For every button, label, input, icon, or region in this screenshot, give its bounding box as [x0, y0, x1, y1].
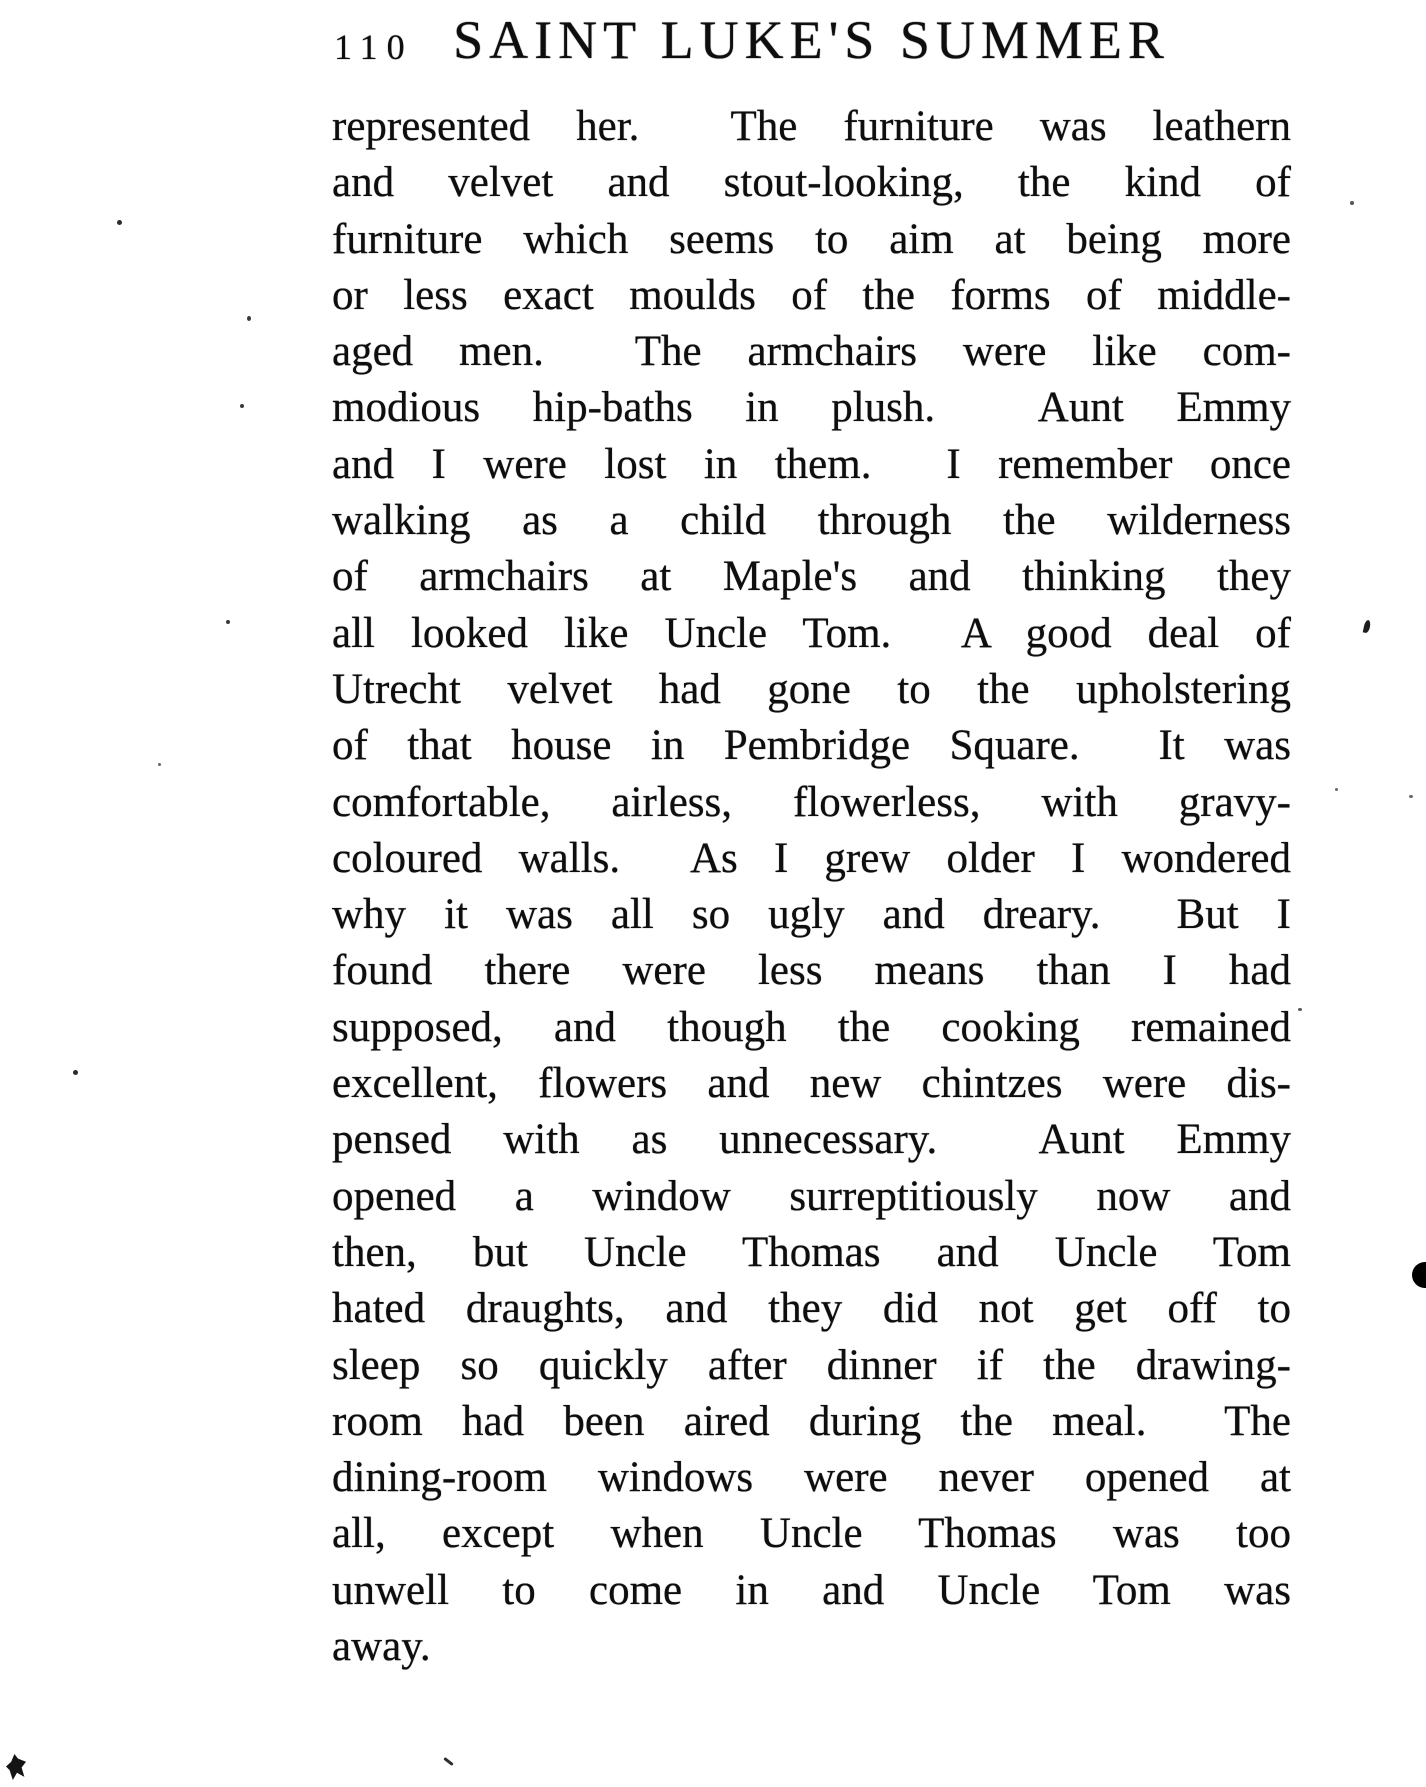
- text-line: and velvet and stout-looking, the kind of: [332, 159, 1291, 207]
- corner-ink-blot: [6, 1754, 26, 1780]
- running-title: SAINT LUKE'S SUMMER: [453, 10, 1170, 70]
- scan-speck: [158, 763, 161, 766]
- scan-speck: [240, 404, 244, 408]
- text-line: why it was all so ugly and dreary. But I: [332, 891, 1291, 939]
- text-line: modious hip-baths in plush. Aunt Emmy: [332, 384, 1291, 432]
- text-line: supposed, and though the cooking remained: [332, 1003, 1291, 1051]
- text-line: all, except when Uncle Thomas was too: [332, 1510, 1291, 1558]
- stray-tick-mark: [443, 1757, 454, 1766]
- text-line: walking as a child through the wilderness: [332, 497, 1291, 545]
- text-line: all looked like Uncle Tom. A good deal of: [332, 609, 1291, 657]
- text-line: found there were less means than I had: [332, 947, 1291, 995]
- text-line: pensed with as unnecessary. Aunt Emmy: [332, 1116, 1291, 1164]
- stray-ink-mark: [1363, 620, 1372, 634]
- edge-ink-mark: [1412, 1262, 1426, 1288]
- scan-speck: [73, 1070, 78, 1075]
- scan-speck: [226, 620, 230, 624]
- scan-speck: [1298, 1008, 1302, 1011]
- scan-speck: [1350, 201, 1354, 205]
- text-line: away.: [332, 1623, 431, 1671]
- text-line: of that house in Pembridge Square. It was: [332, 722, 1291, 770]
- text-line: sleep so quickly after dinner if the drawing-: [332, 1341, 1291, 1389]
- text-line: excellent, flowers and new chintzes were dis-: [332, 1060, 1291, 1108]
- page-header: [332, 12, 1291, 68]
- text-line: furniture which seems to aim at being more: [332, 215, 1291, 263]
- text-line: coloured walls. As I grew older I wondered: [332, 834, 1291, 882]
- text-line: Utrecht velvet had gone to the upholstering: [332, 665, 1291, 713]
- text-line: and I were lost in them. I remember once: [332, 440, 1291, 488]
- text-line: room had been aired during the meal. The: [332, 1397, 1291, 1445]
- text-line: then, but Uncle Thomas and Uncle Tom: [332, 1228, 1291, 1276]
- text-line: of armchairs at Maple's and thinking they: [332, 553, 1291, 601]
- page-number: 110: [334, 27, 414, 67]
- text-line: aged men. The armchairs were like com-: [332, 328, 1291, 376]
- scan-speck: [247, 316, 251, 321]
- scan-speck: [1409, 795, 1413, 798]
- scan-speck: [1335, 788, 1338, 791]
- text-line: hated draughts, and they did not get off to: [332, 1285, 1291, 1333]
- body-text: [332, 99, 1291, 1675]
- text-line: represented her. The furniture was leathern: [332, 103, 1291, 150]
- text-line: dining-room windows were never opened at: [332, 1454, 1291, 1502]
- scan-speck: [117, 220, 122, 225]
- text-line: opened a window surreptitiously now and: [332, 1172, 1291, 1220]
- text-line: unwell to come in and Uncle Tom was: [332, 1566, 1291, 1614]
- text-line: or less exact moulds of the forms of middle-: [332, 271, 1291, 319]
- text-line: comfortable, airless, flowerless, with gravy-: [332, 778, 1291, 826]
